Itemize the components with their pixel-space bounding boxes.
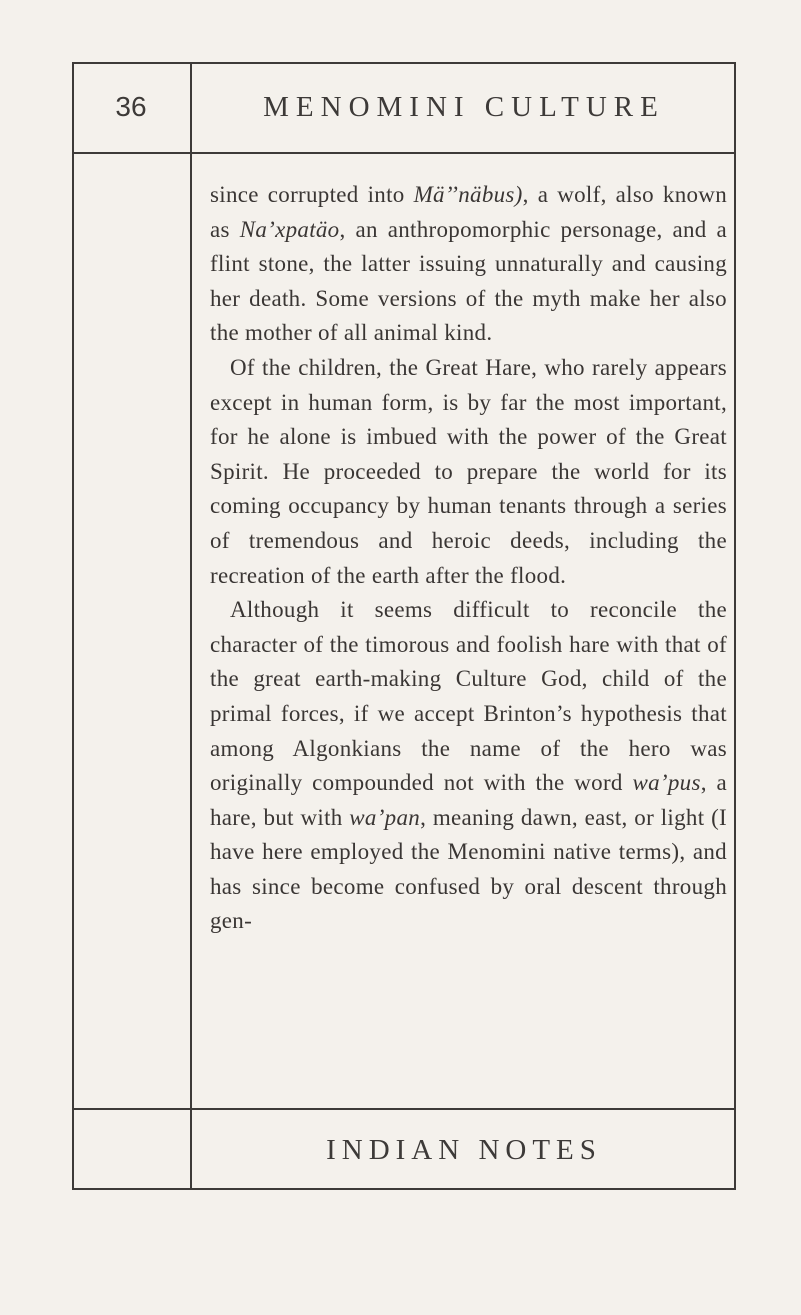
term-manabus: Mä’’näbus) [413, 182, 523, 207]
paragraph-2: Of the children, the Great Hare, who rarely appears except in human form, is by far the most important, for he alone is imbued with the power of the Great Spirit. He proceeded to prepare the world for its coming occupancy by human tenants through a series of tremendous and heroic deeds, including the recreation of the earth after the flood. [210, 354, 727, 588]
page-number: 36 [115, 91, 147, 122]
header-rule [72, 152, 736, 154]
term-wapus: wa’pus [632, 770, 701, 796]
paragraph-1-text-1: since corrupted into [210, 182, 414, 207]
paragraph-1-text-3: , an anthropomorphic personage, and a flint stone, the latter issuing unnaturally and causing her death. Some versions of the myth make her also the mother of all animal kind. [210, 216, 727, 346]
paragraph-1 [210, 178, 727, 351]
term-wapan: wa’pan [349, 804, 421, 830]
body-text [210, 178, 727, 939]
margin-rule [190, 62, 192, 1190]
paragraph-3-text-3: , meaning dawn, east, or light (I have here employed the Menomini native terms), and has since become confused by oral descent through gen- [210, 804, 727, 934]
running-title: MENOMINI CULTURE [263, 90, 665, 123]
paragraph-3 [210, 593, 727, 939]
paragraph-3-text-1: Although it seems difficult to reconcile the character of the timorous and foolish hare with that of the great earth-making Culture God, child of the primal forces, if we accept Brinton’s hypothesis that among Algonkians the name of the hero was originally compounded not with the word [210, 597, 727, 796]
term-naxpatao: Na’xpatäo [239, 216, 340, 242]
paragraph-1-text-2: , a wolf, also known as [210, 182, 727, 242]
footer-title: INDIAN NOTES [326, 1133, 602, 1166]
paragraph-3-text-2: , a hare, but with [210, 770, 728, 830]
